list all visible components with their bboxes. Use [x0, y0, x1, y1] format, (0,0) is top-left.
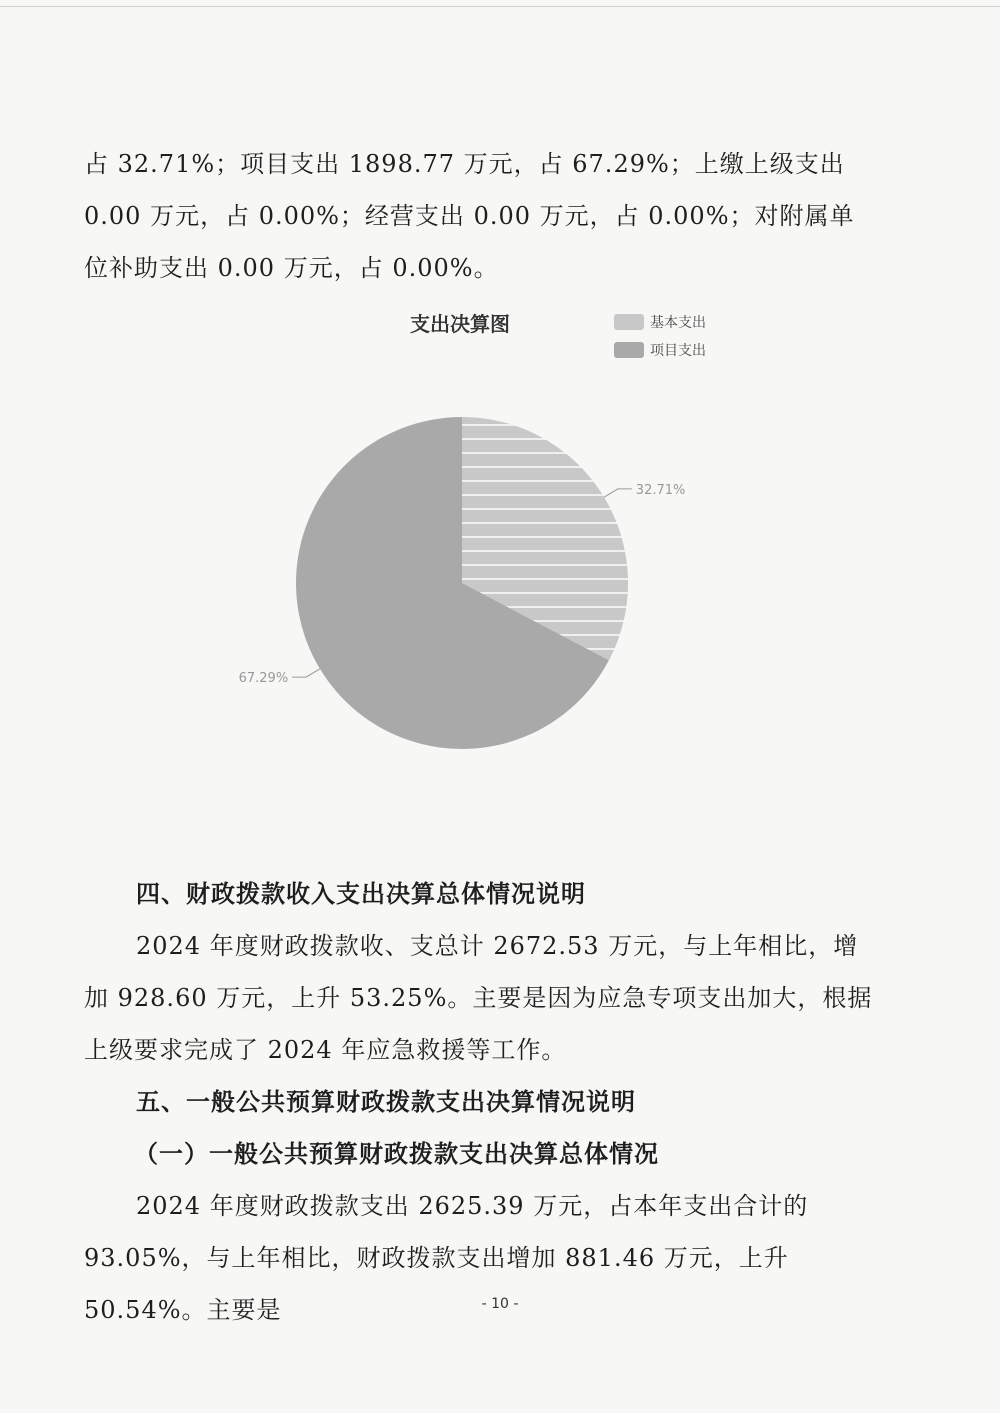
- legend-label-project: 项目支出: [650, 343, 706, 359]
- paragraph-expense-breakdown: 占 32.71%；项目支出 1898.77 万元，占 67.29%；上缴上级支出 0.00 万元，占 0.00%；经营支出 0.00 万元，占 0.00%；对附属单位补助支出 0.00 万元，占 0.00%。: [84, 150, 855, 282]
- heading-section-5-1: （一）一般公共预算财政拨款支出决算总体情况: [134, 1139, 659, 1168]
- pie-leader-line-project: [292, 669, 320, 677]
- paragraph-section-5-1: 2024 年度财政拨款支出 2625.39 万元，占本年支出合计的 93.05%，与上年相比，财政拨款支出增加 881.46 万元，上升 50.54%。主要是: [84, 1192, 809, 1324]
- page-number: - 10 -: [481, 1296, 519, 1312]
- chart-title: 支出决算图: [410, 312, 510, 336]
- paragraph-section-4: 2024 年度财政拨款收、支总计 2672.53 万元，与上年相比，增加 928.60 万元，上升 53.25%。主要是因为应急专项支出加大，根据上级要求完成了 2024 年应急救援等工作。: [84, 932, 873, 1064]
- legend-label-basic: 基本支出: [650, 315, 706, 331]
- page-top-edge: [0, 0, 1000, 7]
- pie-data-label-basic: 32.71%: [635, 482, 686, 498]
- heading-section-4: 四、财政拨款收入支出决算总体情况说明: [136, 879, 586, 908]
- pie-data-label-project: 67.29%: [238, 671, 289, 687]
- pie-svg: [200, 300, 800, 770]
- expense-pie-chart: [200, 300, 800, 770]
- heading-section-5: 五、一般公共预算财政拨款支出决算情况说明: [136, 1087, 636, 1116]
- pie-leader-line-basic: [604, 489, 632, 497]
